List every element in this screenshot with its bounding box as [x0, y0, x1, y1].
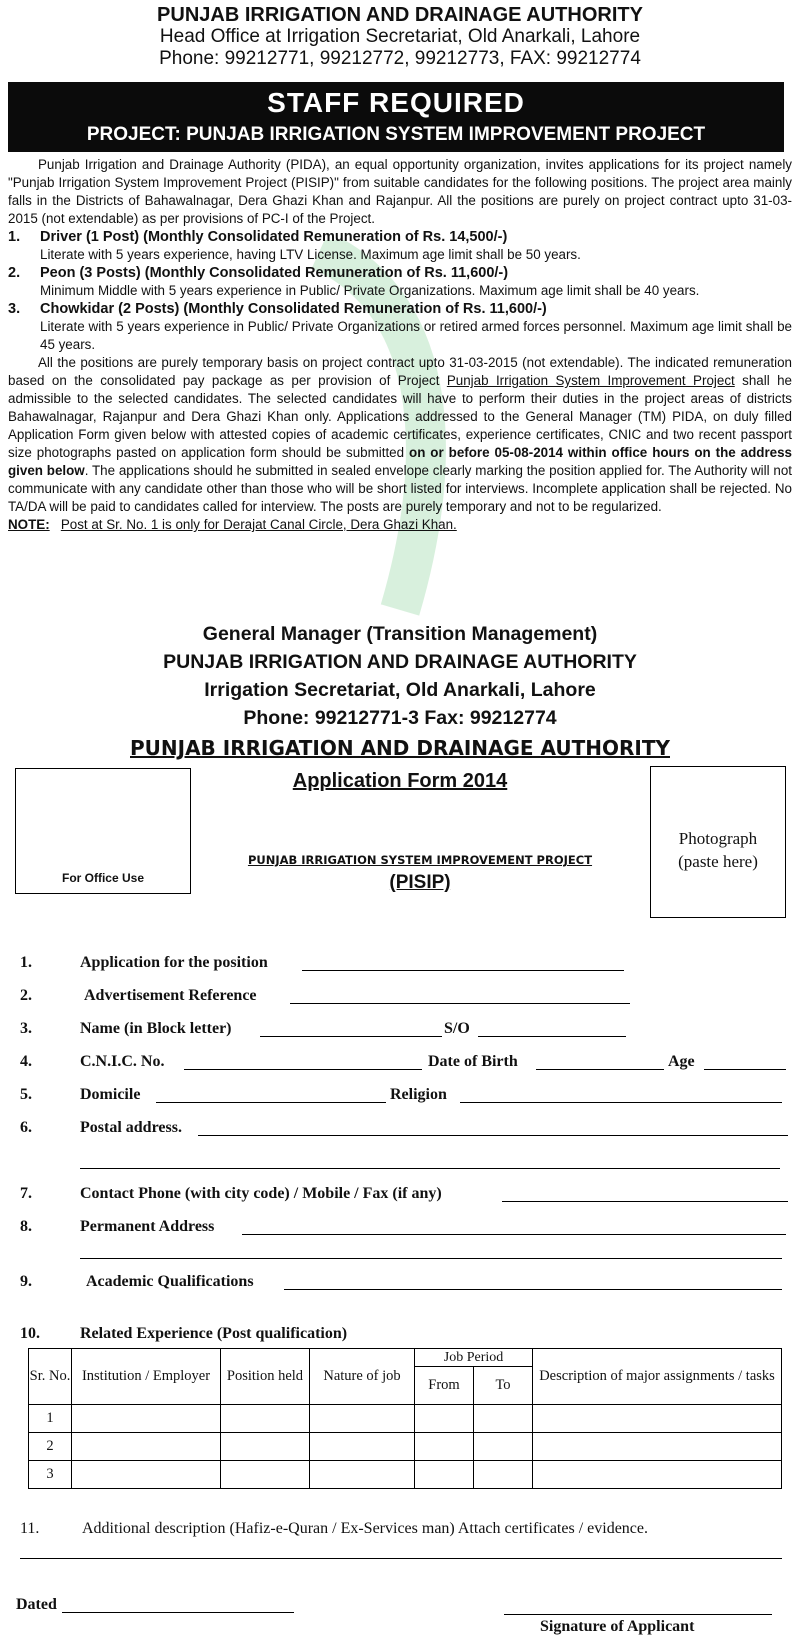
advertisement-body: [8, 156, 792, 534]
position-title: Driver (1 Post) (Monthly Consolidated Remuneration of Rs. 14,500/-): [40, 229, 508, 245]
address-line: Phone: 99212771-3 Fax: 99212774: [243, 707, 557, 729]
address-line: Irrigation Secretariat, Old Anarkali, Lahore: [204, 679, 596, 701]
table-cell[interactable]: [72, 1461, 221, 1489]
dated-label: Dated: [16, 1596, 57, 1613]
col-job-period: Job Period: [415, 1349, 533, 1367]
row-number: 1: [29, 1405, 72, 1433]
dated-input-line[interactable]: [62, 1612, 294, 1613]
table-row: [29, 1433, 782, 1461]
table-row: [29, 1405, 782, 1433]
domicile-input-line[interactable]: [156, 1102, 386, 1103]
contact-field-label: Contact Phone (with city code) / Mobile / Fax (if any): [80, 1185, 442, 1202]
row-number: 3: [29, 1461, 72, 1489]
table-row: [29, 1461, 782, 1489]
col-nature: Nature of job: [310, 1349, 415, 1405]
position-desc: Literate with 5 years experience, having LTV License. Maximum age limit shall be 50 years.: [40, 247, 581, 262]
details-paragraph: [8, 354, 792, 516]
field-number: 8.: [20, 1218, 32, 1235]
col-to: To: [474, 1367, 533, 1405]
table-cell[interactable]: [533, 1433, 782, 1461]
reference-input-line[interactable]: [290, 1003, 630, 1004]
field-number: 6.: [20, 1119, 32, 1136]
field-number: 11.: [20, 1520, 40, 1537]
dob-input-line[interactable]: [536, 1069, 664, 1070]
col-position: Position held: [221, 1349, 310, 1405]
header-phone: Phone: 99212771, 99212772, 99212773, FAX: 99212774: [159, 48, 641, 69]
position-desc: Literate with 5 years experience in Public/ Private Organizations or retired armed forces personnel. Maximum age limit shall be 45 years.: [40, 319, 792, 352]
table-cell[interactable]: [221, 1405, 310, 1433]
table-cell[interactable]: [72, 1433, 221, 1461]
office-use-label: For Office Use: [61, 871, 145, 885]
intro-paragraph: Punjab Irrigation and Drainage Authority (PIDA), an equal opportunity organization, invites applications for its project namely "Punjab Irrigation System Improvement Project (PISIP)" from suitable candidates for the following positions. The project area mainly falls in the Districts of Bahawalnagar, Dera Ghazi Khan and Rajanpur. All the positions are purely on project contract upto 31-03-2015 (not extendable) as per provisions of PC-I of the Project.: [8, 157, 792, 226]
field-number: 3.: [20, 1020, 32, 1037]
position-desc: Minimum Middle with 5 years experience in Public/ Private Organizations. Maximum age limit shall be 40 years.: [40, 283, 700, 298]
banner-title: STAFF REQUIRED: [267, 87, 525, 118]
note-label: NOTE:: [8, 517, 50, 532]
table-cell[interactable]: [415, 1461, 474, 1489]
note-line: [8, 516, 792, 534]
address-line: General Manager (Transition Management): [202, 623, 598, 645]
field-number: 5.: [20, 1086, 32, 1103]
position-item: [8, 300, 792, 354]
reference-field-label: Advertisement Reference: [84, 987, 257, 1004]
form-project-acronym: (PISIP): [389, 872, 451, 893]
header-org: PUNJAB IRRIGATION AND DRAINAGE AUTHORITY: [157, 4, 643, 26]
position-field-label: Application for the position: [80, 954, 268, 971]
table-cell[interactable]: [415, 1433, 474, 1461]
details-text-3: . The applications should he submitted in sealed envelope clearly marking the position applied for. The Authority will not communicate with any candidate other than those who will be short listed for interviews. Incomplete application shall be rejected. No TA/DA will be paid to candidates called for interview. The posts are purely temporary and not to be regularized.: [8, 463, 792, 514]
religion-input-line[interactable]: [460, 1102, 782, 1103]
table-cell[interactable]: [310, 1433, 415, 1461]
table-cell[interactable]: [72, 1405, 221, 1433]
age-field-label: Age: [668, 1053, 695, 1070]
position-item: [8, 228, 792, 264]
permanent-field-label: Permanent Address: [80, 1218, 215, 1235]
position-title: Chowkidar (2 Posts) (Monthly Consolidated Remuneration of Rs. 11,600/-): [40, 301, 547, 317]
position-number: 1.: [8, 229, 21, 245]
academic-input-line[interactable]: [284, 1289, 782, 1290]
dob-field-label: Date of Birth: [428, 1053, 518, 1070]
staff-required-banner: [8, 82, 784, 152]
table-cell[interactable]: [533, 1405, 782, 1433]
details-text-1: All the positions are purely temporary basis on project contract upto 31-03-2015 (not extendable). The indicated remuneration based on the consolidated pay package as per provision of Project: [8, 355, 792, 388]
photo-hint: (paste here): [678, 852, 758, 871]
field-number: 9.: [20, 1273, 32, 1290]
office-use-box: [15, 768, 191, 894]
col-description: Description of major assignments / tasks: [533, 1349, 782, 1405]
photograph-box: [650, 766, 786, 918]
additional-field-label: Additional description (Hafiz-e-Quran / Ex-Services man) Attach certificates / evidence.: [82, 1520, 648, 1537]
additional-input-line[interactable]: [20, 1558, 782, 1559]
age-input-line[interactable]: [704, 1069, 786, 1070]
table-cell[interactable]: [310, 1405, 415, 1433]
field-number: 1.: [20, 954, 32, 971]
row-number: 2: [29, 1433, 72, 1461]
table-cell[interactable]: [474, 1461, 533, 1489]
experience-field-label: Related Experience (Post qualification): [80, 1325, 348, 1342]
position-input-line[interactable]: [302, 970, 624, 971]
table-cell[interactable]: [310, 1461, 415, 1489]
deadline-text: on or before 05-08-2014 within office hours on the address given below: [8, 445, 793, 478]
field-number: 7.: [20, 1185, 32, 1202]
table-cell[interactable]: [533, 1461, 782, 1489]
form-org-title: PUNJAB IRRIGATION AND DRAINAGE AUTHORITY: [130, 736, 670, 760]
signature-label: Signature of Applicant: [540, 1618, 695, 1635]
postal-input-line-2[interactable]: [80, 1168, 780, 1169]
banner-project: PROJECT: PUNJAB IRRIGATION SYSTEM IMPROVEMENT PROJECT: [86, 124, 706, 145]
permanent-input-line[interactable]: [242, 1234, 786, 1235]
table-cell[interactable]: [221, 1433, 310, 1461]
domicile-field-label: Domicile: [80, 1086, 141, 1103]
position-item: [8, 264, 792, 300]
signature-line[interactable]: [504, 1614, 772, 1615]
cnic-field-label: C.N.I.C. No.: [80, 1053, 165, 1070]
postal-field-label: Postal address.: [80, 1119, 182, 1136]
position-number: 2.: [8, 265, 21, 281]
table-cell[interactable]: [221, 1461, 310, 1489]
name-field-label: Name (in Block letter): [80, 1020, 232, 1037]
mailing-address: [0, 620, 800, 732]
project-name-link: Punjab Irrigation System Improvement Project: [446, 373, 735, 388]
position-number: 3.: [8, 301, 21, 317]
note-text: Post at Sr. No. 1 is only for Derajat Canal Circle, Dera Ghazi Khan.: [60, 517, 457, 532]
address-line: PUNJAB IRRIGATION AND DRAINAGE AUTHORITY: [163, 651, 637, 673]
col-from: From: [415, 1367, 474, 1405]
so-input-line[interactable]: [478, 1036, 626, 1037]
col-institution: Institution / Employer: [72, 1349, 221, 1405]
religion-field-label: Religion: [390, 1086, 447, 1103]
application-form-title: Application Form 2014: [292, 770, 508, 792]
table-cell[interactable]: [415, 1405, 474, 1433]
academic-field-label: Academic Qualifications: [86, 1273, 254, 1290]
header-office: Head Office at Irrigation Secretariat, Old Anarkali, Lahore: [159, 26, 641, 47]
photo-label: Photograph: [678, 829, 758, 848]
contact-input-line[interactable]: [502, 1201, 788, 1202]
field-number: 2.: [20, 987, 32, 1004]
col-sr: Sr. No.: [29, 1349, 72, 1405]
form-project-name: PUNJAB IRRIGATION SYSTEM IMPROVEMENT PROJECT: [247, 853, 593, 867]
name-input-line[interactable]: [260, 1036, 442, 1037]
experience-table: [28, 1348, 782, 1489]
field-number: 10.: [20, 1325, 40, 1342]
cnic-input-line[interactable]: [184, 1069, 422, 1070]
so-field-label: S/O: [444, 1020, 470, 1037]
details-text-2: shall he admissible to the selected candidates. The selected candidates will have to perform their duties in the project areas of districts Bahawalnagar, Rajanpur and Dera Ghazi Khan only. Applications addressed to the General Manager (TM) PIDA, on duly filled Application Form given below with attested copies of academic certificates, experience certificates, CNIC and two recent passport size photographs pasted on application form should be submitted: [8, 373, 793, 460]
table-cell[interactable]: [474, 1433, 533, 1461]
postal-input-line[interactable]: [198, 1135, 788, 1136]
page-header: [0, 4, 800, 70]
permanent-input-line-2[interactable]: [80, 1258, 782, 1259]
position-title: Peon (3 Posts) (Monthly Consolidated Remuneration of Rs. 11,600/-): [40, 265, 509, 281]
field-number: 4.: [20, 1053, 32, 1070]
table-cell[interactable]: [474, 1405, 533, 1433]
